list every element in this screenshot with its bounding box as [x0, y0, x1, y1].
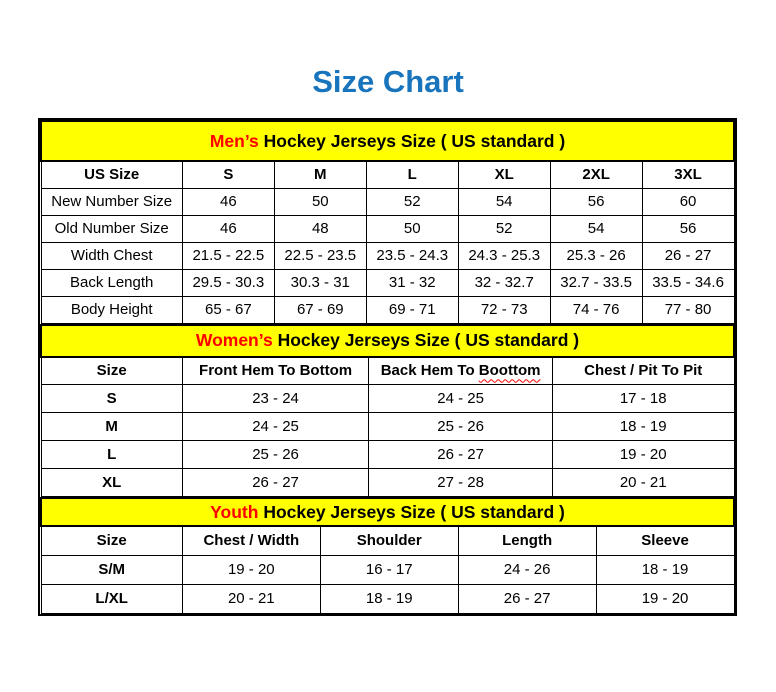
- table-cell: 46: [182, 215, 274, 242]
- table-cell: 23 - 24: [182, 385, 368, 413]
- column-header: Chest / Pit To Pit: [552, 357, 734, 385]
- table-cell: 77 - 80: [642, 296, 734, 323]
- table-row: [41, 296, 734, 323]
- table-cell: 23.5 - 24.3: [366, 242, 458, 269]
- youth-size-table: [40, 497, 735, 614]
- table-row: [41, 385, 734, 413]
- table-cell: 20 - 21: [552, 469, 734, 497]
- table-row: [41, 584, 734, 613]
- table-cell: 48: [274, 215, 366, 242]
- table-row: [41, 242, 734, 269]
- row-label: Old Number Size: [41, 215, 182, 242]
- table-cell: 54: [550, 215, 642, 242]
- table-cell: 26 - 27: [182, 469, 368, 497]
- mens-section-banner: [41, 121, 734, 161]
- table-cell: 24 - 26: [458, 555, 596, 584]
- column-header: L: [366, 161, 458, 188]
- table-row: [41, 413, 734, 441]
- table-cell: 50: [366, 215, 458, 242]
- row-label: Back Length: [41, 269, 182, 296]
- table-cell: 25.3 - 26: [550, 242, 642, 269]
- table-cell: 56: [550, 188, 642, 215]
- table-row: [41, 269, 734, 296]
- column-header: Size: [41, 357, 182, 385]
- table-cell: 22.5 - 23.5: [274, 242, 366, 269]
- row-label: M: [41, 413, 182, 441]
- table-cell: 24 - 25: [182, 413, 368, 441]
- mens-banner-text: [41, 121, 734, 161]
- table-cell: 52: [366, 188, 458, 215]
- table-cell: 24.3 - 25.3: [458, 242, 550, 269]
- column-header: Sleeve: [596, 526, 734, 555]
- mens-header-row: [41, 161, 734, 188]
- table-cell: 19 - 20: [596, 584, 734, 613]
- table-cell: 24 - 25: [369, 385, 553, 413]
- row-label: Width Chest: [41, 242, 182, 269]
- table-cell: 54: [458, 188, 550, 215]
- table-cell: 56: [642, 215, 734, 242]
- table-cell: 16 - 17: [320, 555, 458, 584]
- column-header: US Size: [41, 161, 182, 188]
- table-cell: 26 - 27: [642, 242, 734, 269]
- table-row: [41, 469, 734, 497]
- table-cell: 18 - 19: [596, 555, 734, 584]
- table-cell: 69 - 71: [366, 296, 458, 323]
- womens-section-banner: [41, 325, 734, 357]
- row-label: XL: [41, 469, 182, 497]
- row-label: L/XL: [41, 584, 182, 613]
- table-cell: 26 - 27: [458, 584, 596, 613]
- youth-section-banner: [41, 498, 734, 526]
- spellcheck-squiggle-word: Boottom: [478, 362, 541, 380]
- table-cell: 19 - 20: [182, 555, 320, 584]
- table-row: [41, 555, 734, 584]
- table-cell: 27 - 28: [369, 469, 553, 497]
- row-label: S/M: [41, 555, 182, 584]
- column-header: Shoulder: [320, 526, 458, 555]
- table-cell: 18 - 19: [552, 413, 734, 441]
- table-cell: 30.3 - 31: [274, 269, 366, 296]
- table-cell: 46: [182, 188, 274, 215]
- column-header: Front Hem To Bottom: [182, 357, 368, 385]
- column-header: XL: [458, 161, 550, 188]
- table-cell: 29.5 - 30.3: [182, 269, 274, 296]
- size-chart-tables: [38, 118, 737, 616]
- table-cell: 32 - 32.7: [458, 269, 550, 296]
- row-label: S: [41, 385, 182, 413]
- page-title: Size Chart: [312, 64, 464, 99]
- row-label: Body Height: [41, 296, 182, 323]
- column-header: 2XL: [550, 161, 642, 188]
- mens-banner-rest: Hockey Jerseys Size ( US standard ): [263, 130, 566, 151]
- mens-size-table: [40, 120, 735, 324]
- table-cell: 65 - 67: [182, 296, 274, 323]
- table-cell: 21.5 - 22.5: [182, 242, 274, 269]
- table-cell: 25 - 26: [182, 441, 368, 469]
- table-row: [41, 441, 734, 469]
- table-cell: 60: [642, 188, 734, 215]
- row-label: New Number Size: [41, 188, 182, 215]
- column-header: Size: [41, 526, 182, 555]
- table-cell: 17 - 18: [552, 385, 734, 413]
- womens-banner-text: [41, 325, 734, 357]
- youth-banner-text: [41, 498, 734, 526]
- womens-banner-rest: Hockey Jerseys Size ( US standard ): [277, 330, 580, 350]
- table-row: [41, 188, 734, 215]
- column-header: S: [182, 161, 274, 188]
- table-cell: 52: [458, 215, 550, 242]
- youth-header-row: [41, 526, 734, 555]
- table-cell: 26 - 27: [369, 441, 553, 469]
- column-header: M: [274, 161, 366, 188]
- table-cell: 31 - 32: [366, 269, 458, 296]
- womens-size-table: [40, 324, 735, 498]
- column-header: Chest / Width: [182, 526, 320, 555]
- womens-header-row: [41, 357, 734, 385]
- table-cell: 67 - 69: [274, 296, 366, 323]
- table-cell: 32.7 - 33.5: [550, 269, 642, 296]
- womens-banner-highlight: Women’s: [195, 330, 273, 350]
- table-cell: 72 - 73: [458, 296, 550, 323]
- column-header-misspelled: Back Hem To Boottom: [369, 357, 553, 385]
- table-cell: 50: [274, 188, 366, 215]
- table-cell: 20 - 21: [182, 584, 320, 613]
- table-cell: 33.5 - 34.6: [642, 269, 734, 296]
- column-header: 3XL: [642, 161, 734, 188]
- youth-banner-rest: Hockey Jerseys Size ( US standard ): [263, 501, 565, 522]
- column-header: Length: [458, 526, 596, 555]
- youth-banner-highlight: Youth: [210, 501, 259, 522]
- table-row: [41, 215, 734, 242]
- table-cell: 74 - 76: [550, 296, 642, 323]
- row-label: L: [41, 441, 182, 469]
- table-cell: 18 - 19: [320, 584, 458, 613]
- table-cell: 19 - 20: [552, 441, 734, 469]
- mens-banner-highlight: Men’s: [209, 130, 259, 151]
- table-cell: 25 - 26: [369, 413, 553, 441]
